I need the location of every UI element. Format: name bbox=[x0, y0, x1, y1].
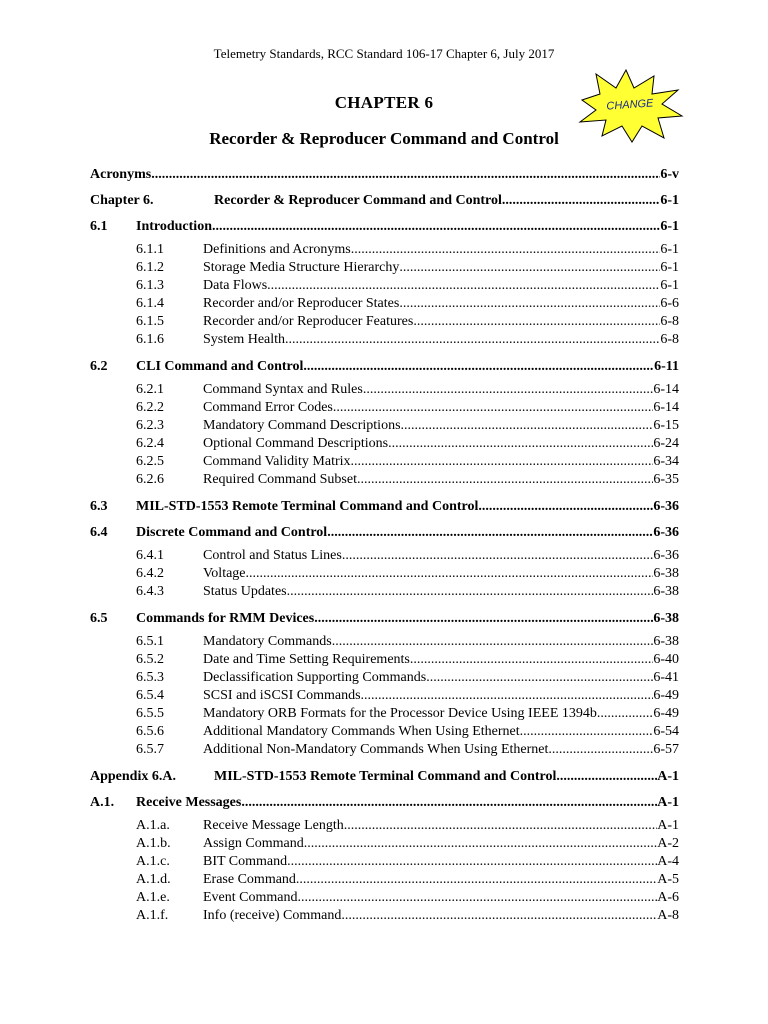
toc-entry-page: 6-14 bbox=[653, 400, 679, 415]
toc-entry-number: 6.4.3 bbox=[136, 584, 164, 599]
toc-entry-number: 6.5.2 bbox=[136, 652, 164, 667]
toc-entry[interactable] bbox=[90, 192, 679, 210]
toc-entry[interactable] bbox=[90, 687, 679, 705]
toc-entry-title: Additional Mandatory Commands When Using Ethernet bbox=[203, 724, 520, 739]
toc-entry-number: 6.1.2 bbox=[136, 260, 164, 275]
toc-entry-number: 6.1.4 bbox=[136, 296, 164, 311]
toc-entry-number: 6.2.3 bbox=[136, 418, 164, 433]
toc-entry-number: A.1.e. bbox=[136, 890, 170, 905]
toc-entry-page: 6-35 bbox=[653, 472, 679, 487]
toc-entry-page: 6-6 bbox=[660, 296, 679, 311]
toc-entry-title: Mandatory Commands bbox=[203, 634, 332, 649]
toc-entry-number: 6.5.1 bbox=[136, 634, 164, 649]
toc-entry-page: 6-8 bbox=[660, 314, 679, 329]
toc-dot-leader bbox=[351, 453, 654, 471]
toc-dot-leader bbox=[287, 583, 654, 601]
toc-entry-number: 6.4.1 bbox=[136, 548, 164, 563]
toc-dot-leader bbox=[401, 417, 654, 435]
toc-entry-number: 6.5.7 bbox=[136, 742, 164, 757]
toc-entry-page: A-8 bbox=[657, 908, 679, 923]
toc-entry-page: 6-24 bbox=[653, 436, 679, 451]
toc-dot-leader bbox=[351, 241, 661, 259]
toc-entry-number: 6.4.2 bbox=[136, 566, 164, 581]
toc-entry-title: Required Command Subset bbox=[203, 472, 357, 487]
toc-entry-number: Chapter 6. bbox=[90, 193, 154, 208]
toc-entry-page: 6-38 bbox=[653, 634, 679, 649]
toc-dot-leader bbox=[388, 435, 653, 453]
toc-entry[interactable] bbox=[90, 381, 679, 399]
toc-entry-title: Data Flows bbox=[203, 278, 268, 293]
toc-dot-leader bbox=[332, 633, 654, 651]
toc-dot-leader bbox=[241, 794, 657, 812]
toc-entry[interactable] bbox=[90, 907, 679, 925]
toc-entry-number: 6.4 bbox=[90, 525, 108, 540]
toc-entry[interactable] bbox=[90, 453, 679, 471]
toc-entry-page: 6-1 bbox=[660, 193, 679, 208]
toc-entry-page: 6-38 bbox=[653, 611, 679, 626]
toc-entry-page: 6-1 bbox=[660, 278, 679, 293]
toc-dot-leader bbox=[327, 524, 653, 542]
toc-entry-title: Receive Messages bbox=[136, 795, 242, 810]
toc-entry[interactable] bbox=[90, 633, 679, 651]
chapter-number: CHAPTER 6 bbox=[334, 93, 434, 112]
toc-dot-leader bbox=[426, 669, 653, 687]
toc-entry[interactable] bbox=[90, 218, 679, 236]
toc-entry-number: 6.5.4 bbox=[136, 688, 164, 703]
toc-entry-page: 6-14 bbox=[653, 382, 679, 397]
toc-dot-leader bbox=[363, 381, 654, 399]
toc-entry[interactable] bbox=[90, 889, 679, 907]
toc-dot-leader bbox=[333, 399, 653, 417]
toc-entry[interactable] bbox=[90, 313, 679, 331]
toc-dot-leader bbox=[342, 547, 654, 565]
toc-entry-title: MIL-STD-1553 Remote Terminal Command and Control bbox=[136, 499, 479, 514]
toc-entry-page: 6-1 bbox=[660, 242, 679, 257]
toc-entry-title: Command Validity Matrix bbox=[203, 454, 351, 469]
toc-entry-title: Date and Time Setting Requirements bbox=[203, 652, 410, 667]
toc-entry-number: 6.1 bbox=[90, 219, 108, 234]
toc-entry[interactable] bbox=[90, 331, 679, 349]
toc-entry-number: A.1.c. bbox=[136, 854, 170, 869]
toc-dot-leader bbox=[296, 871, 657, 889]
toc-entry-number: 6.1.6 bbox=[136, 332, 164, 347]
toc-entry-page: 6-8 bbox=[660, 332, 679, 347]
toc-entry-number: A.1.b. bbox=[136, 836, 171, 851]
toc-entry[interactable] bbox=[90, 295, 679, 313]
toc-entry-page: 6-34 bbox=[653, 454, 679, 469]
toc-entry[interactable] bbox=[90, 435, 679, 453]
toc-entry-page: 6-36 bbox=[653, 548, 679, 563]
toc-entry-title: Recorder and/or Reproducer Features bbox=[203, 314, 414, 329]
toc-dot-leader bbox=[502, 192, 660, 210]
toc-dot-leader bbox=[314, 610, 653, 628]
toc-entry-number: 6.5.5 bbox=[136, 706, 164, 721]
toc-entry-page: 6-1 bbox=[660, 219, 679, 234]
toc-entry-title: Storage Media Structure Hierarchy bbox=[203, 260, 400, 275]
toc-dot-leader bbox=[246, 565, 654, 583]
toc-entry-number: 6.5.3 bbox=[136, 670, 164, 685]
toc-entry-number: 6.1.5 bbox=[136, 314, 164, 329]
toc-entry-page: 6-38 bbox=[653, 584, 679, 599]
toc-entry-title: Status Updates bbox=[203, 584, 287, 599]
toc-entry-title: Control and Status Lines bbox=[203, 548, 342, 563]
toc-dot-leader bbox=[597, 705, 653, 723]
toc-entry-page: 6-38 bbox=[653, 566, 679, 581]
toc-entry-page: A-4 bbox=[657, 854, 679, 869]
toc-entry-page: A-2 bbox=[657, 836, 679, 851]
toc-entry-page: 6-15 bbox=[653, 418, 679, 433]
toc-entry-number: 6.1.3 bbox=[136, 278, 164, 293]
toc-entry-page: 6-57 bbox=[653, 742, 679, 757]
toc-entry-page: 6-36 bbox=[653, 499, 679, 514]
toc-entry-title: Recorder & Reproducer Command and Control bbox=[214, 193, 502, 208]
toc-entry-number: 6.2 bbox=[90, 359, 108, 374]
toc-entry-page: 6-41 bbox=[653, 670, 679, 685]
toc-entry-number: 6.1.1 bbox=[136, 242, 164, 257]
toc-entry-title: Event Command bbox=[203, 890, 298, 905]
toc-entry-title: Receive Message Length bbox=[203, 818, 344, 833]
toc-entry-page: A-6 bbox=[657, 890, 679, 905]
toc-dot-leader bbox=[556, 768, 657, 786]
toc-entry-number: 6.2.5 bbox=[136, 454, 164, 469]
toc-entry-title: MIL-STD-1553 Remote Terminal Command and Control bbox=[214, 769, 557, 784]
toc-entry[interactable] bbox=[90, 524, 679, 542]
toc-entry-title: Info (receive) Command bbox=[203, 908, 342, 923]
toc-entry-number: 6.5.6 bbox=[136, 724, 164, 739]
toc-entry-number: A.1. bbox=[90, 795, 115, 810]
toc-entry-title: Declassification Supporting Commands bbox=[203, 670, 427, 685]
toc-entry-number: 6.3 bbox=[90, 499, 108, 514]
toc-entry-number: A.1.d. bbox=[136, 872, 171, 887]
toc-dot-leader bbox=[151, 166, 660, 184]
toc-entry-page: 6-54 bbox=[653, 724, 679, 739]
toc-entry-number: A.1.f. bbox=[136, 908, 169, 923]
toc-entry[interactable] bbox=[90, 547, 679, 565]
toc-dot-leader bbox=[520, 723, 654, 741]
toc-entry-title: Introduction bbox=[136, 219, 212, 234]
toc-entry[interactable] bbox=[90, 259, 679, 277]
toc-entry[interactable] bbox=[90, 610, 679, 628]
toc-dot-leader bbox=[267, 277, 660, 295]
toc-entry-title: Acronyms bbox=[90, 167, 152, 182]
toc-entry-title: Erase Command bbox=[203, 872, 296, 887]
toc-entry-page: 6-v bbox=[660, 167, 679, 182]
toc-entry[interactable] bbox=[90, 723, 679, 741]
toc-entry-number: 6.2.2 bbox=[136, 400, 164, 415]
toc-entry[interactable] bbox=[90, 583, 679, 601]
toc-dot-leader bbox=[399, 259, 660, 277]
toc-entry[interactable] bbox=[90, 417, 679, 435]
toc-entry-page: A-1 bbox=[657, 795, 679, 810]
toc-entry-number: A.1.a. bbox=[136, 818, 170, 833]
toc-entry-title: Commands for RMM Devices bbox=[136, 611, 315, 626]
toc-entry[interactable] bbox=[90, 241, 679, 259]
toc-entry[interactable] bbox=[90, 565, 679, 583]
toc-entry-title: Discrete Command and Control bbox=[136, 525, 328, 540]
toc-entry-page: 6-40 bbox=[653, 652, 679, 667]
toc-entry[interactable] bbox=[90, 835, 679, 853]
toc-dot-leader bbox=[410, 651, 653, 669]
toc-dot-leader bbox=[399, 295, 660, 313]
toc-entry[interactable] bbox=[90, 166, 679, 184]
toc-entry-title: Mandatory ORB Formats for the Processor Device Using IEEE 1394b bbox=[203, 706, 597, 721]
chapter-title: Recorder & Reproducer Command and Control bbox=[209, 129, 559, 148]
toc-entry[interactable] bbox=[90, 871, 679, 889]
toc-dot-leader bbox=[548, 741, 653, 759]
toc-dot-leader bbox=[361, 687, 654, 705]
toc-dot-leader bbox=[413, 313, 660, 331]
toc-entry-title: Mandatory Command Descriptions bbox=[203, 418, 401, 433]
toc-dot-leader bbox=[357, 471, 653, 489]
toc-entry-title: CLI Command and Control bbox=[136, 359, 304, 374]
toc-dot-leader bbox=[285, 331, 660, 349]
toc-entry[interactable] bbox=[90, 817, 679, 835]
toc-entry[interactable] bbox=[90, 277, 679, 295]
page-header: Telemetry Standards, RCC Standard 106-17 Chapter 6, July 2017 bbox=[213, 46, 555, 61]
toc-entry-page: A-5 bbox=[657, 872, 679, 887]
toc-entry-number: 6.2.4 bbox=[136, 436, 164, 451]
toc-entry-number: 6.5 bbox=[90, 611, 108, 626]
toc-entry-title: Additional Non-Mandatory Commands When Using Ethernet bbox=[203, 742, 549, 757]
toc-dot-leader bbox=[287, 853, 657, 871]
toc-entry-page: 6-1 bbox=[660, 260, 679, 275]
toc-entry-page: 6-11 bbox=[654, 359, 679, 374]
toc-entry-page: 6-49 bbox=[653, 706, 679, 721]
toc-entry[interactable] bbox=[90, 669, 679, 687]
toc-entry-title: Recorder and/or Reproducer States bbox=[203, 296, 400, 311]
toc-entry-number: Appendix 6.A. bbox=[90, 769, 176, 784]
toc-dot-leader bbox=[304, 835, 657, 853]
toc-dot-leader bbox=[344, 817, 657, 835]
change-label: CHANGE bbox=[606, 97, 654, 113]
toc-entry-title: Voltage bbox=[203, 566, 246, 581]
toc-dot-leader bbox=[303, 358, 654, 376]
toc-entry-title: Assign Command bbox=[203, 836, 304, 851]
toc-entry[interactable] bbox=[90, 471, 679, 489]
toc-entry-title: SCSI and iSCSI Commands bbox=[203, 688, 361, 703]
toc-entry-title: System Health bbox=[203, 332, 286, 347]
toc-entry-title: Definitions and Acronyms bbox=[203, 242, 351, 257]
toc-entry-page: 6-36 bbox=[653, 525, 679, 540]
toc-dot-leader bbox=[341, 907, 657, 925]
toc-entry-title: Command Syntax and Rules bbox=[203, 382, 363, 397]
toc-dot-leader bbox=[478, 498, 653, 516]
toc-entry-page: A-1 bbox=[657, 769, 679, 784]
toc-entry-number: 6.2.6 bbox=[136, 472, 164, 487]
toc-entry[interactable] bbox=[90, 794, 679, 812]
toc-entry-page: 6-49 bbox=[653, 688, 679, 703]
toc-entry[interactable] bbox=[90, 651, 679, 669]
toc-entry-title: Command Error Codes bbox=[203, 400, 333, 415]
toc-entry[interactable] bbox=[90, 853, 679, 871]
toc-dot-leader bbox=[212, 218, 660, 236]
toc-entry-page: A-1 bbox=[657, 818, 679, 833]
toc-entry-title: Optional Command Descriptions bbox=[203, 436, 389, 451]
toc-entry[interactable] bbox=[90, 741, 679, 759]
toc-entry-title: BIT Command bbox=[203, 854, 288, 869]
toc-entry[interactable] bbox=[90, 498, 679, 516]
toc-entry[interactable] bbox=[90, 768, 679, 786]
toc-dot-leader bbox=[298, 889, 658, 907]
toc-entry[interactable] bbox=[90, 705, 679, 723]
toc-entry[interactable] bbox=[90, 358, 679, 376]
toc-entry-number: 6.2.1 bbox=[136, 382, 164, 397]
toc-entry[interactable] bbox=[90, 399, 679, 417]
